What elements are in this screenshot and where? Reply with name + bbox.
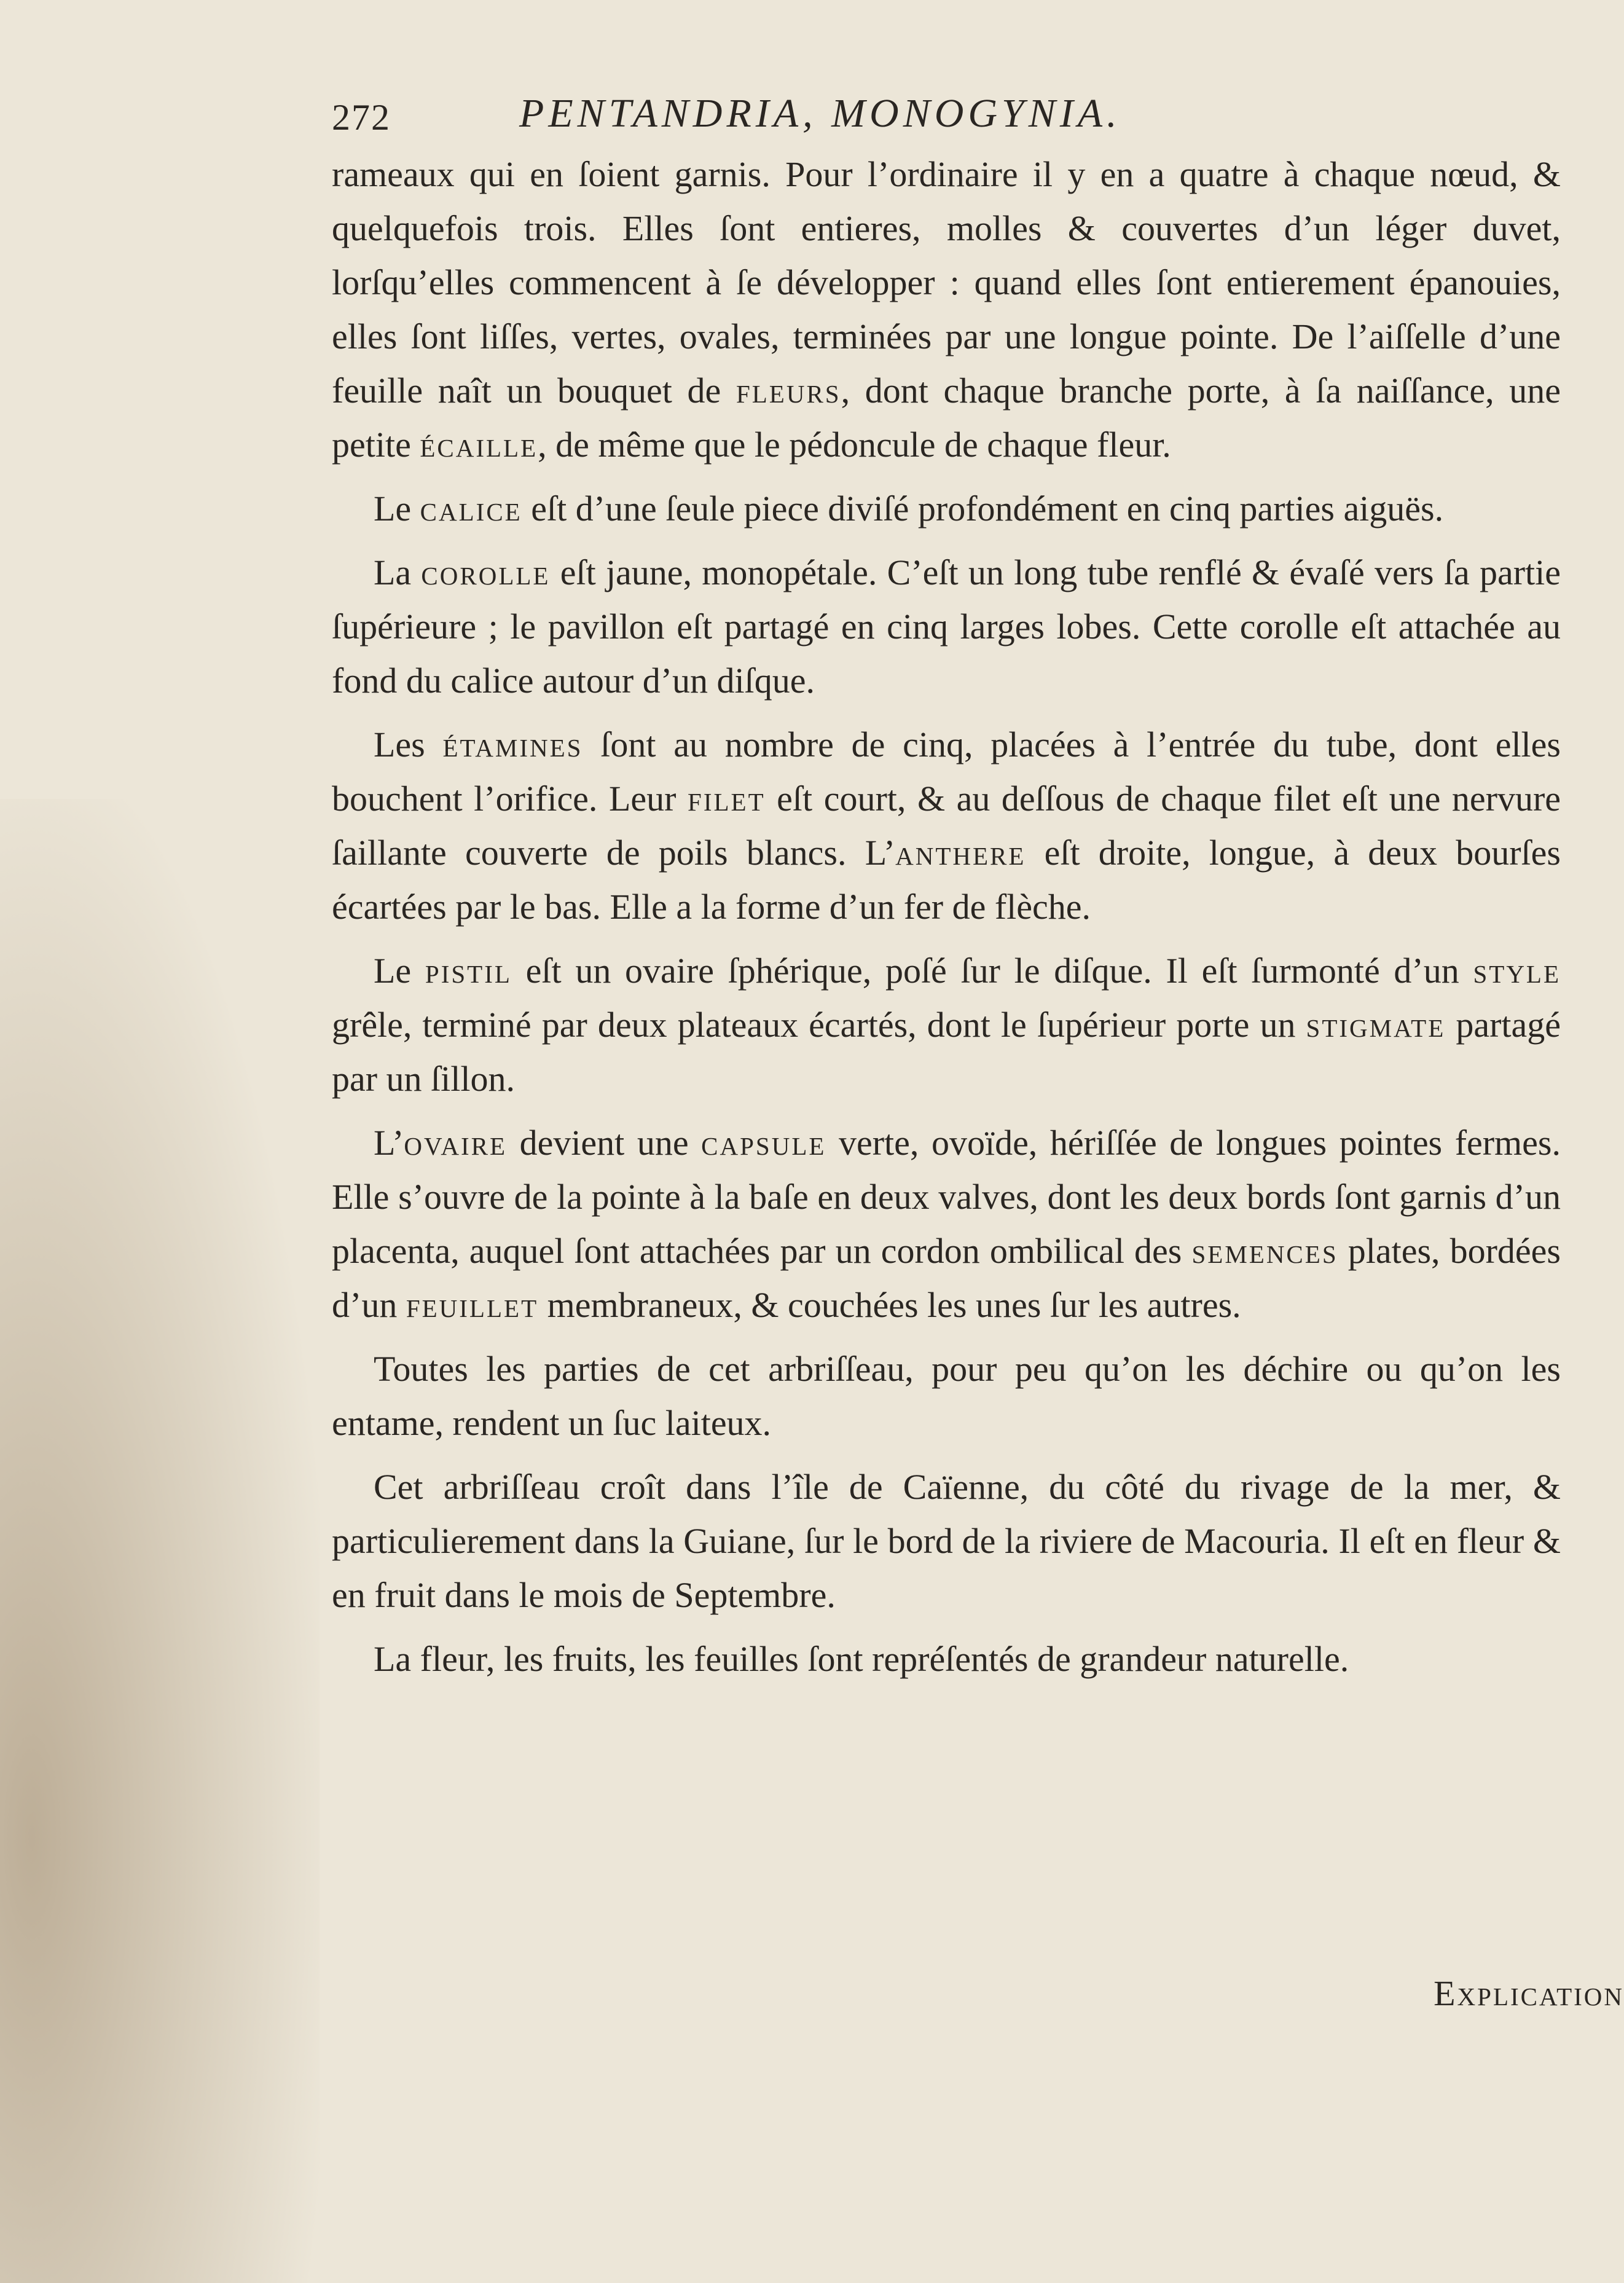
- text-run: Le: [374, 951, 425, 991]
- paragraph: [332, 482, 1561, 536]
- small-caps-term: écaille: [420, 425, 538, 465]
- text-run: plates, bordées d’un: [332, 1231, 1561, 1325]
- small-caps-term: corolle: [421, 552, 551, 592]
- paragraph: [332, 718, 1561, 934]
- small-caps-term: capsule: [701, 1123, 826, 1163]
- paragraph: [332, 546, 1561, 708]
- text-run: eſt jaune, monopétale. C’eſt un long tube renflé & évaſé vers ſa partie ſupérieure ; le pavillon eſt partagé en cinq larges lobes. Cette corolle eſt attachée au fond du calice autour d’un diſque.: [332, 552, 1561, 701]
- text-run: Cet arbriſſeau croît dans l’île de Caïenne, du côté du rivage de la mer, & particulierement dans la Guiane, ſur le bord de la riviere de Macouria. Il eſt en fleur & en fruit dans le mois de Septembre.: [332, 1467, 1561, 1615]
- text-run: Toutes les parties de cet arbriſſeau, pour peu qu’on les déchire ou qu’on les entame, rendent un ſuc laiteux.: [332, 1349, 1561, 1443]
- running-title: PENTANDRIA, MONOGYNIA.: [519, 91, 1121, 136]
- text-run: eſt court, & au deſſous de chaque filet eſt une nervure ſaillante couverte de poils blancs. L’: [332, 779, 1561, 873]
- paragraph: [332, 944, 1561, 1106]
- text-run: Le: [374, 489, 420, 529]
- paragraph: [332, 1460, 1561, 1622]
- text-run: partagé par un ſillon.: [332, 1005, 1561, 1099]
- text-run: devient une: [507, 1123, 702, 1163]
- page-header: [332, 80, 1561, 147]
- text-run: membraneux, & couchées les unes ſur les autres.: [538, 1285, 1241, 1325]
- small-caps-term: filet: [688, 779, 766, 819]
- small-caps-term: pistil: [425, 951, 512, 991]
- small-caps-term: feuillet: [406, 1285, 539, 1325]
- text-run: eſt d’une ſeule piece diviſé profondément en cinq parties aiguës.: [522, 489, 1444, 529]
- text-run: ſont au nombre de cinq, placées à l’entrée du tube, dont elles bouchent l’orifice. Leur: [332, 725, 1561, 819]
- small-caps-term: étamines: [442, 725, 583, 764]
- text-run: , de même que le pédoncule de chaque fleur.: [538, 425, 1171, 465]
- paragraph: [332, 1116, 1561, 1332]
- text-run: rameaux qui en ſoient garnis. Pour l’ordinaire il y en a quatre à chaque nœud, & quelquefois trois. Elles ſont entieres, molles & couvertes d’un léger duvet, lorſqu’elles commencent à ſe développer : quand elles ſont entierement épanouies, elles ſont liſſes, vertes, ovales, terminées par une longue pointe. De l’aiſſelle d’une feuille naît un bouquet de: [332, 154, 1561, 411]
- text-run: Les: [374, 725, 443, 764]
- small-caps-term: fleurs: [736, 371, 841, 411]
- text-run: verte, ovoïde, hériſſée de longues pointes fermes. Elle s’ouvre de la pointe à la baſe en deux valves, dont les deux bords ſont garnis d’un placenta, auquel ſont attachées par un cordon ombilical des: [332, 1123, 1561, 1271]
- paper-stain: [0, 799, 320, 2283]
- page-number: 272: [332, 97, 391, 138]
- text-run: , dont chaque branche porte, à ſa naiſſance, une petite: [332, 371, 1561, 465]
- book-page: [332, 80, 1561, 1696]
- small-caps-term: anthere: [895, 833, 1026, 873]
- text-run: La: [374, 552, 422, 592]
- catchword: Explication: [1434, 1973, 1624, 2013]
- text-run: L’: [374, 1123, 404, 1163]
- small-caps-term: calice: [420, 489, 522, 529]
- small-caps-term: style: [1473, 951, 1561, 991]
- text-run: eſt droite, longue, à deux bourſes écartées par le bas. Elle a la forme d’un fer de flèche.: [332, 833, 1561, 927]
- small-caps-term: stigmate: [1306, 1005, 1446, 1045]
- paragraph: [332, 1632, 1561, 1686]
- small-caps-term: semences: [1191, 1231, 1338, 1271]
- text-run: La fleur, les fruits, les feuilles ſont repréſentés de grandeur naturelle.: [374, 1639, 1349, 1679]
- text-run: eſt un ovaire ſphérique, poſé ſur le diſque. Il eſt ſurmonté d’un: [511, 951, 1473, 991]
- body-text: [332, 147, 1561, 1686]
- paragraph: [332, 1342, 1561, 1450]
- paragraph: [332, 147, 1561, 472]
- text-run: grêle, terminé par deux plateaux écartés, dont le ſupérieur porte un: [332, 1005, 1306, 1045]
- small-caps-term: ovaire: [404, 1123, 508, 1163]
